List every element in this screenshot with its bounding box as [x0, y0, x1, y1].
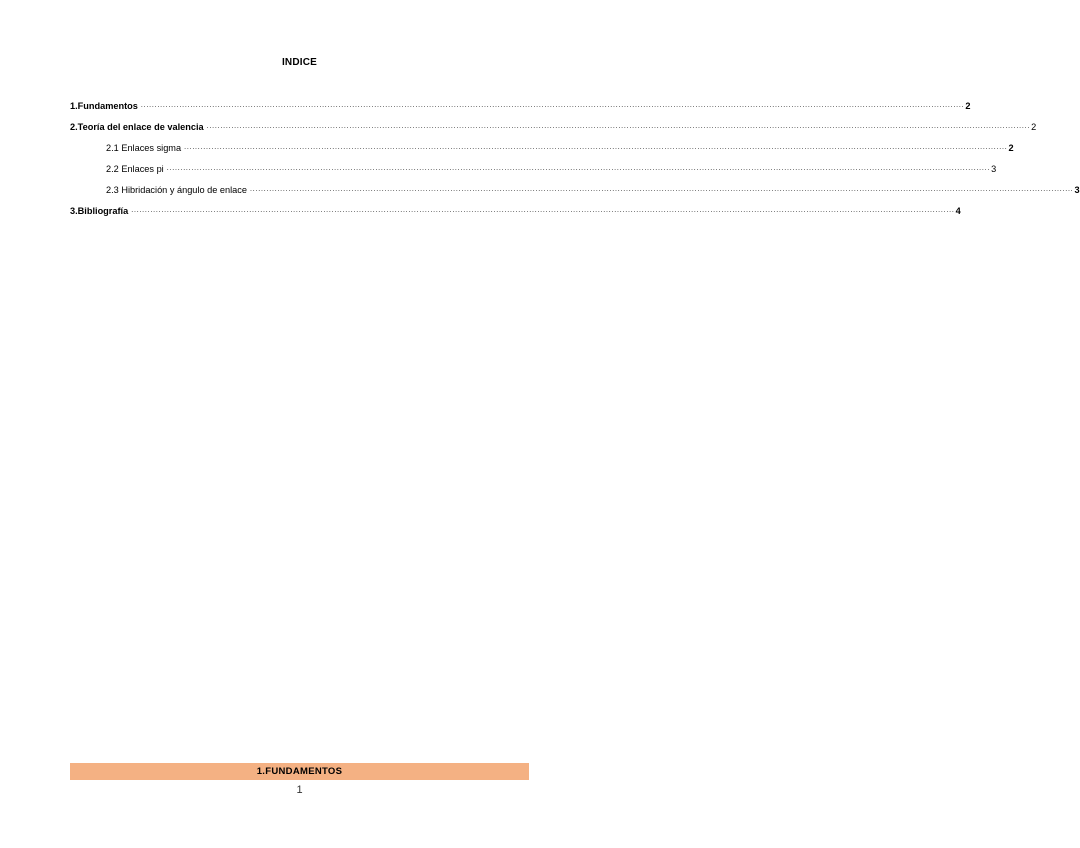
toc-entry-page: 2 — [1008, 143, 1014, 153]
toc-entry-enlaces-sigma[interactable] — [106, 140, 1014, 154]
toc-entry-page: 2 — [965, 101, 971, 111]
section-heading: 1.FUNDAMENTOS — [256, 766, 343, 777]
toc-entry-bibliografia[interactable] — [70, 203, 961, 217]
toc-entry-teoria-enlace-valencia[interactable] — [70, 119, 1037, 133]
toc-dot-leader: ............................................................................................................................................................................................................................................................................................................ — [184, 144, 1008, 151]
toc-dot-leader: ............................................................................................................................................................................................................................................................................................................ — [166, 165, 991, 172]
toc-entry-hibridacion[interactable] — [106, 182, 1080, 196]
toc-dot-leader: ............................................................................................................................................................................................................................................................................................................ — [206, 123, 1031, 130]
section-heading-bar — [70, 763, 529, 780]
index-title: INDICE — [281, 57, 318, 68]
toc-entry-page: 3 — [1074, 185, 1080, 195]
toc-entry-label: 2.Teoría del enlace de valencia — [70, 122, 204, 132]
toc-dot-leader: ............................................................................................................................................................................................................................................................................................................ — [140, 102, 965, 109]
page-number: 1 — [296, 784, 303, 796]
toc-entry-page: 2 — [1031, 122, 1037, 132]
toc-entry-label: 2.2 Enlaces pi — [106, 164, 164, 174]
toc-entry-fundamentos[interactable] — [70, 98, 971, 112]
toc-entry-enlaces-pi[interactable] — [106, 161, 997, 175]
toc-entry-page: 4 — [955, 206, 961, 216]
toc-entry-label: 2.3 Hibridación y ángulo de enlace — [106, 185, 247, 195]
toc-entry-label: 2.1 Enlaces sigma — [106, 143, 182, 153]
toc-dot-leader: ............................................................................................................................................................................................................................................................................................................ — [131, 207, 955, 214]
toc-dot-leader: ............................................................................................................................................................................................................................................................................................................ — [249, 186, 1074, 193]
toc-entry-page: 3 — [991, 164, 997, 174]
toc-entry-label: 1.Fundamentos — [70, 101, 138, 111]
toc-entry-label: 3.Bibliografía — [70, 206, 129, 216]
